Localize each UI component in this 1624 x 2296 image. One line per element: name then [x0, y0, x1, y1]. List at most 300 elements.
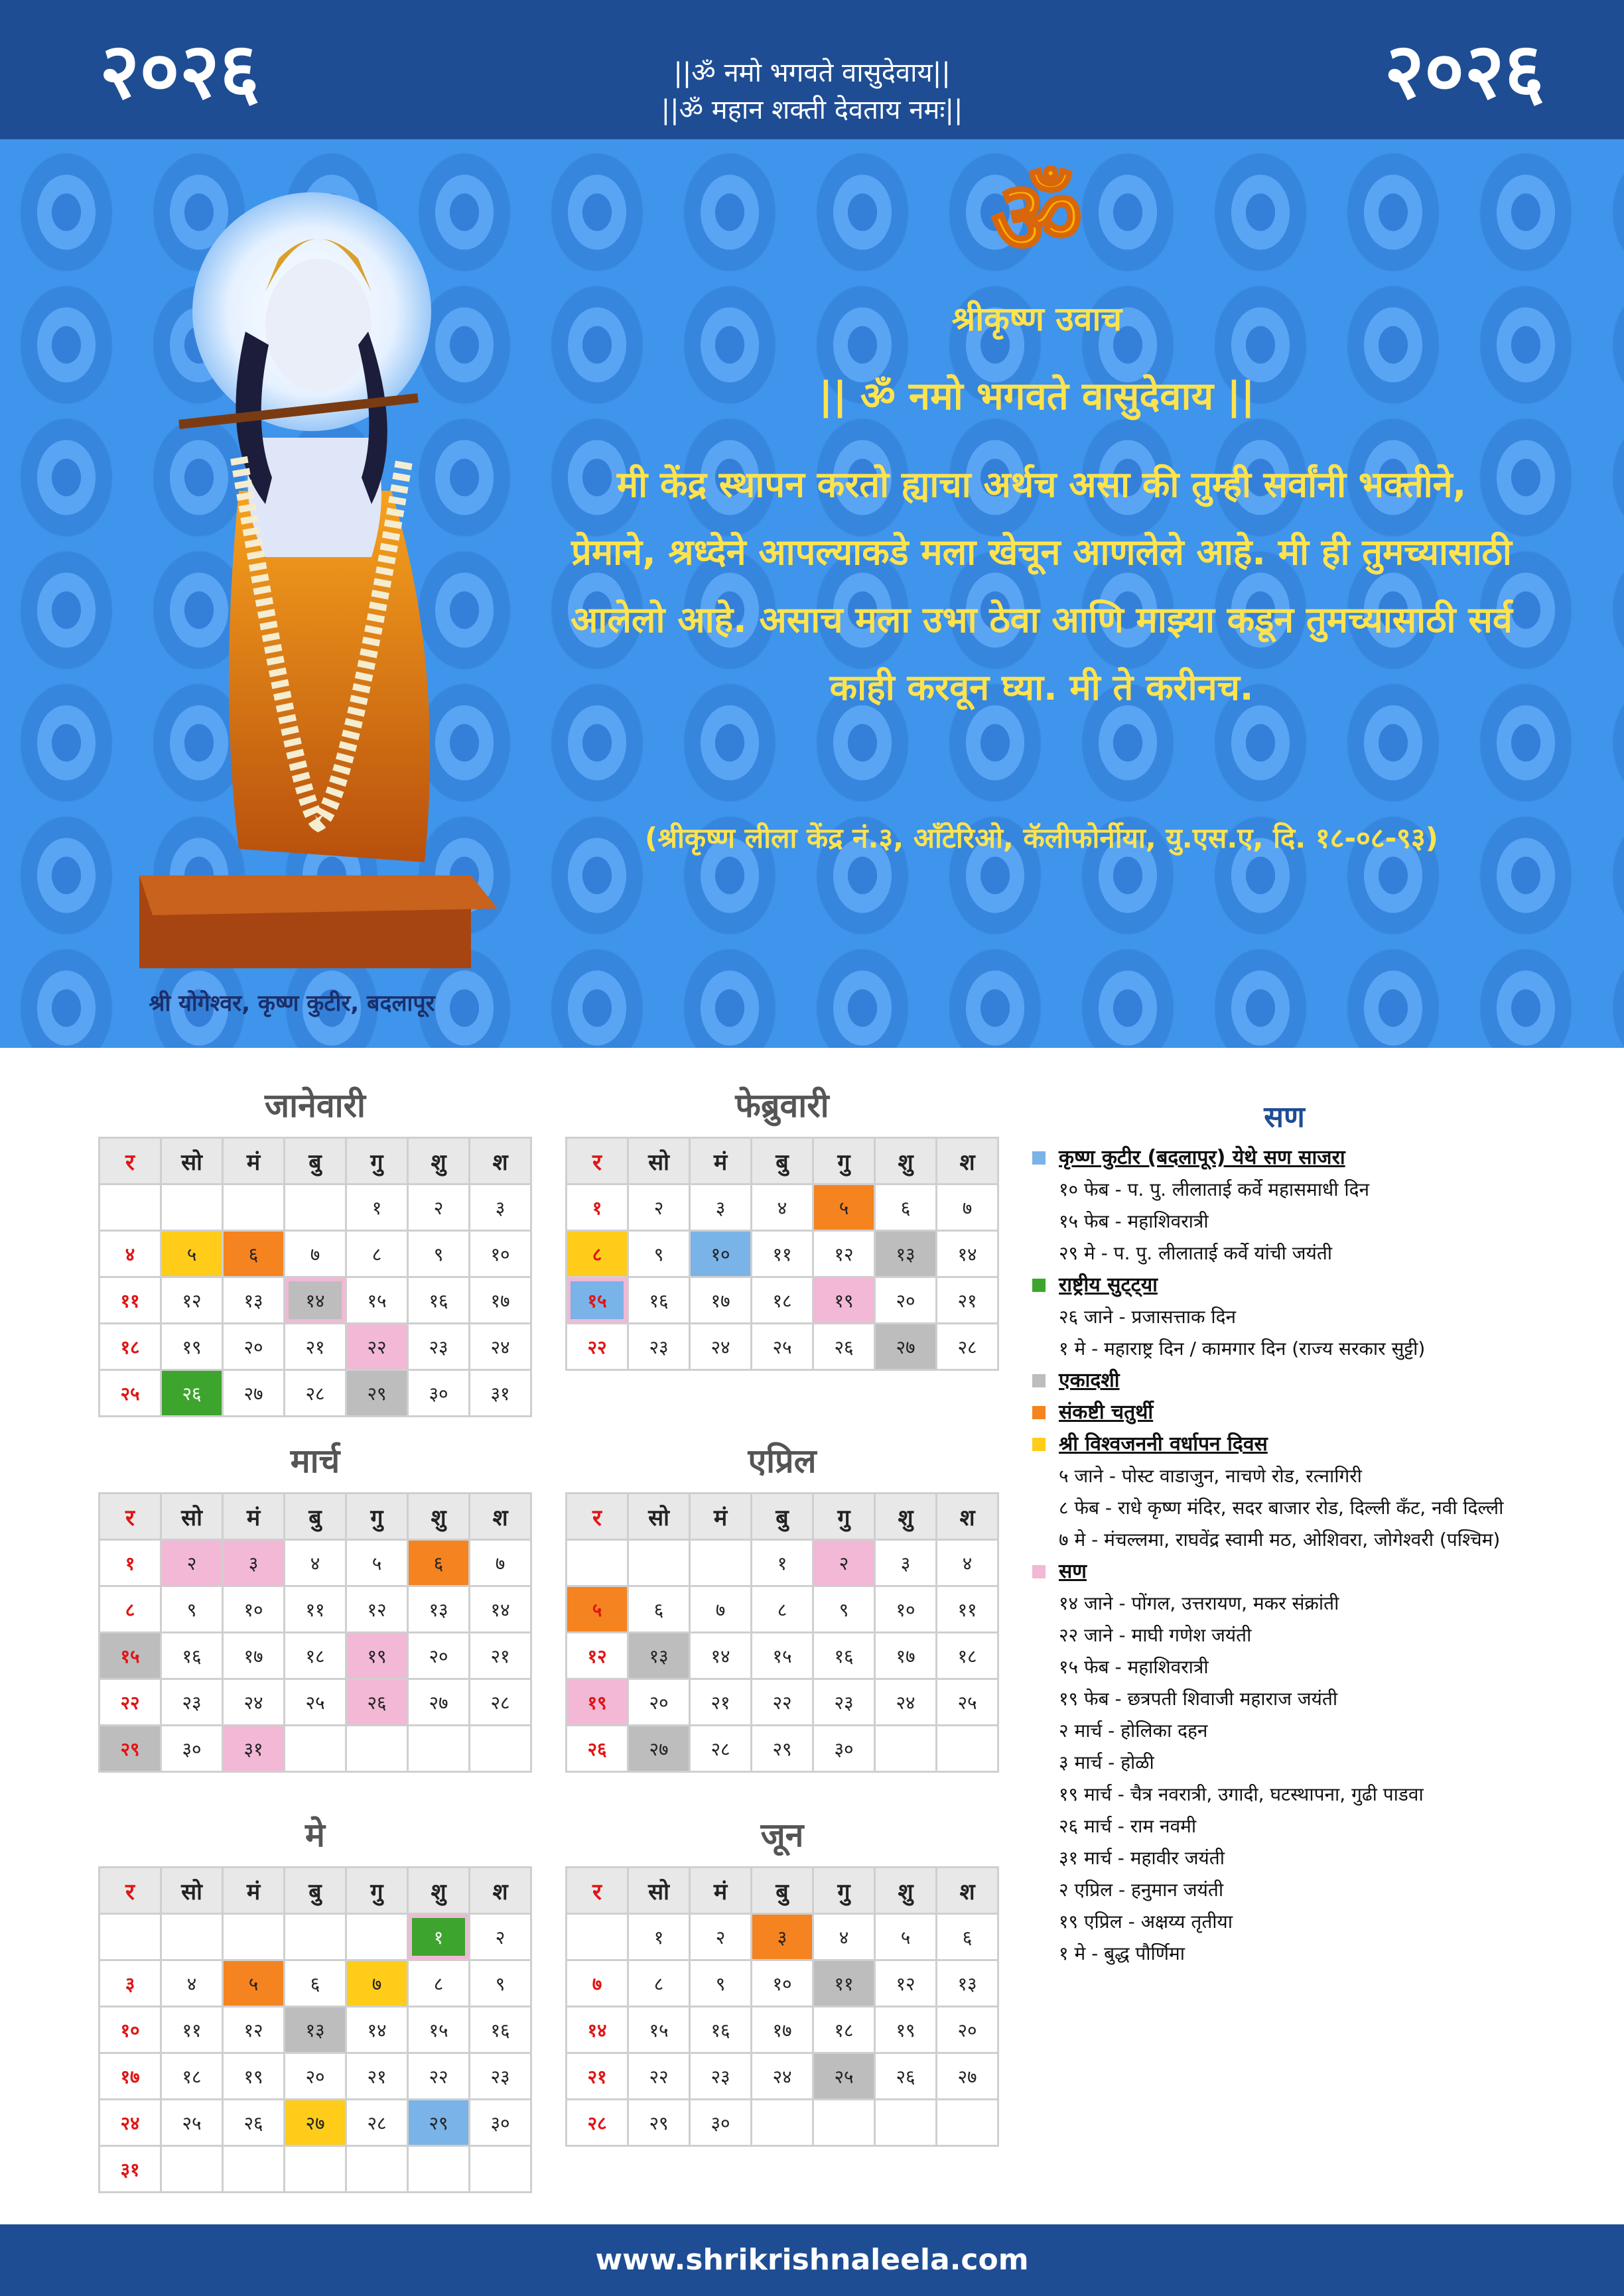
calendar-empty-cell	[347, 1915, 409, 1961]
calendar-day: १२	[814, 1232, 876, 1278]
calendar-day: २४	[224, 1680, 285, 1726]
calendar-day: १०	[752, 1961, 814, 2008]
calendar-day: ६	[285, 1961, 347, 2008]
calendar-day: २१	[470, 1633, 532, 1680]
calendar-empty-cell	[567, 1541, 629, 1587]
banner	[0, 139, 1624, 1048]
festival-item: १५ फेब - महाशिवरात्री	[1059, 1210, 1209, 1232]
calendar-day: २७	[224, 1371, 285, 1417]
calendar-day: १०	[224, 1587, 285, 1633]
calendar-day: १५	[629, 2008, 691, 2054]
festival-category	[1032, 1142, 1550, 1174]
calendar-day: १९	[814, 1278, 876, 1324]
calendar-day: १३	[285, 2008, 347, 2054]
calendar-empty-cell	[224, 2147, 285, 2193]
calendar-day: ३०	[162, 1726, 224, 1773]
weekday-header: र	[100, 1868, 162, 1915]
calendar-day: ३	[876, 1541, 937, 1587]
year-left: २०२६	[100, 27, 260, 116]
festival-item: २६ जाने - प्रजासत्ताक दिन	[1059, 1306, 1237, 1328]
festival-item: १० फेब - प. पु. लीलाताई कर्वे महासमाधी दिन	[1059, 1179, 1370, 1200]
festival-item: २ मार्च - होलिका दहन	[1059, 1720, 1208, 1742]
calendar-day: २०	[876, 1278, 937, 1324]
weekday-header: श	[470, 1494, 532, 1541]
weekday-header: गु	[347, 1494, 409, 1541]
calendar-day: १०	[470, 1232, 532, 1278]
weekday-header: शु	[409, 1494, 470, 1541]
weekday-header: सो	[629, 1494, 691, 1541]
festival-item: १ मे - बुद्ध पौर्णिमा	[1059, 1943, 1185, 1964]
photo-caption: श्री योगेश्वर, कृष्ण कुटीर, बदलापूर	[149, 990, 435, 1017]
calendar-day: २	[691, 1915, 752, 1961]
calendar-day: ८	[567, 1232, 629, 1278]
calendar-day: १९	[162, 1324, 224, 1371]
svg-text:ॐ: ॐ	[991, 160, 1083, 272]
calendar-empty-cell	[409, 2147, 470, 2193]
weekday-header: गु	[814, 1494, 876, 1541]
weekday-header: गु	[814, 1139, 876, 1185]
calendar-day: १६	[162, 1633, 224, 1680]
calendar-day: ७	[347, 1961, 409, 2008]
calendar-day: ८	[409, 1961, 470, 2008]
calendar-day: ११	[162, 2008, 224, 2054]
calendar-day: ७	[691, 1587, 752, 1633]
calendar-day: २९	[629, 2100, 691, 2147]
footer-bar	[0, 2224, 1624, 2296]
calendar-day: ११	[752, 1232, 814, 1278]
calendar-empty-cell	[347, 2147, 409, 2193]
calendar-day: ६	[876, 1185, 937, 1232]
weekday-header: श	[937, 1868, 999, 1915]
weekday-header: शु	[409, 1868, 470, 1915]
calendar-day: १३	[876, 1232, 937, 1278]
calendar-day: २४	[752, 2054, 814, 2100]
calendar-day: २५	[162, 2100, 224, 2147]
calendar-day: १५	[347, 1278, 409, 1324]
calendar-day: २	[470, 1915, 532, 1961]
calendar-day: २७	[629, 1726, 691, 1773]
calendar-empty-cell	[937, 1726, 999, 1773]
calendar-day: ८	[100, 1587, 162, 1633]
calendar-day: ८	[752, 1587, 814, 1633]
festival-category-label: कृष्ण कुटीर (बदलापूर) येथे सण साजरा	[1059, 1146, 1345, 1169]
calendar-empty-cell	[752, 2100, 814, 2147]
weekday-header: र	[567, 1868, 629, 1915]
calendar-day: ४	[814, 1915, 876, 1961]
calendar-day: २८	[347, 2100, 409, 2147]
om-symbol-icon	[981, 159, 1093, 272]
calendar-day: १८	[100, 1324, 162, 1371]
calendar-day: २३	[814, 1680, 876, 1726]
calendar-day: ८	[347, 1232, 409, 1278]
calendar-day: १६	[470, 2008, 532, 2054]
calendar-day: १३	[937, 1961, 999, 2008]
calendar-day: २३	[409, 1324, 470, 1371]
festival-item: १ मे - महाराष्ट्र दिन / कामगार दिन (राज्य सरकार सुट्टी)	[1059, 1338, 1426, 1360]
header-mantra-1: ||ॐ नमो भगवते वासुदेवाय||	[673, 58, 951, 88]
calendar-day: १६	[409, 1278, 470, 1324]
calendar-day: २५	[937, 1680, 999, 1726]
calendar-day: २५	[814, 2054, 876, 2100]
calendar-day: ११	[100, 1278, 162, 1324]
weekday-header: र	[567, 1494, 629, 1541]
festival-item: २ एप्रिल - हनुमान जयंती	[1059, 1879, 1224, 1901]
month-title: मार्च	[290, 1442, 340, 1480]
calendar-day: १७	[470, 1278, 532, 1324]
festival-item: १४ जाने - पोंगल, उत्तरायण, मकर संक्रांती	[1059, 1592, 1339, 1614]
calendar-day: १२	[224, 2008, 285, 2054]
calendar-empty-cell	[691, 1541, 752, 1587]
calendar-day: १५	[567, 1278, 629, 1324]
calendar-day: २४	[100, 2100, 162, 2147]
color-swatch	[1032, 1565, 1046, 1578]
calendar-day: ६	[409, 1541, 470, 1587]
calendar-empty-cell	[470, 2147, 532, 2193]
calendar-day: ६	[224, 1232, 285, 1278]
festival-item: ७ मे - मंचल्लमा, राघवेंद्र स्वामी मठ, ओशिवरा, जोगेश्वरी (पश्चिम)	[1059, 1529, 1501, 1551]
calendar-day: २	[629, 1185, 691, 1232]
calendar-day: ४	[162, 1961, 224, 2008]
calendar-day: १०	[100, 2008, 162, 2054]
calendar-day: १७	[876, 1633, 937, 1680]
calendar-day: २	[409, 1185, 470, 1232]
festival-item: १९ फेब - छत्रपती शिवाजी महाराज जयंती	[1059, 1688, 1338, 1710]
calendar-day: ७	[285, 1232, 347, 1278]
calendar-empty-cell	[876, 2100, 937, 2147]
weekday-header: मं	[691, 1139, 752, 1185]
calendar-day: ९	[162, 1587, 224, 1633]
weekday-header: बु	[285, 1868, 347, 1915]
festival-item: ८ फेब - राधे कृष्ण मंदिर, सदर बाजार रोड, दिल्ली कँट, नवी दिल्ली	[1059, 1497, 1504, 1519]
calendar-day: १८	[162, 2054, 224, 2100]
calendar-day: १४	[285, 1278, 347, 1324]
calendar-empty-cell	[285, 1185, 347, 1232]
calendar-day: ४	[100, 1232, 162, 1278]
calendar-empty-cell	[876, 1726, 937, 1773]
festival-legend-title: सण	[1264, 1100, 1305, 1134]
weekday-header: र	[100, 1494, 162, 1541]
calendar-day: २५	[285, 1680, 347, 1726]
calendar-day: २२	[567, 1324, 629, 1371]
quote-title: श्रीकृष्ण उवाच	[951, 300, 1122, 338]
month-title: मे	[305, 1816, 325, 1854]
calendar-day: २९	[100, 1726, 162, 1773]
festival-category-label: सण	[1059, 1560, 1087, 1583]
festival-item: १९ मार्च - चैत्र नवरात्री, उगादी, घटस्थापना, गुढी पाडवा	[1059, 1783, 1424, 1805]
calendar-day: १५	[409, 2008, 470, 2054]
weekday-header: श	[937, 1494, 999, 1541]
calendar-empty-cell	[814, 2100, 876, 2147]
calendar-day: १	[347, 1185, 409, 1232]
calendar-day: १८	[937, 1633, 999, 1680]
month-grid	[565, 1492, 999, 1773]
calendar-day: १३	[409, 1587, 470, 1633]
quote-text: मी केंद्र स्थापन करतो ह्याचा अर्थच असा की तुम्ही सर्वांनी भक्तीने, प्रेमाने, श्रध्देने आपल्याकडे मला खेचून आणलेले आहे. मी ही तुमच्यासाठी आलेलो आहे. असाच मला उभा ठेवा आणि माझ्या कडून तुमच्यासाठी सर्व काही करवून घ्या. मी ते करीनच.	[571, 464, 1513, 708]
weekday-header: सो	[629, 1868, 691, 1915]
weekday-header: मं	[691, 1868, 752, 1915]
weekday-header: मं	[224, 1139, 285, 1185]
calendar-day: १	[629, 1915, 691, 1961]
calendar-day: ३	[224, 1541, 285, 1587]
calendar-day: २९	[409, 2100, 470, 2147]
weekday-header: श	[937, 1139, 999, 1185]
calendar-empty-cell	[100, 1915, 162, 1961]
calendar-day: १५	[752, 1633, 814, 1680]
calendar-day: २७	[285, 2100, 347, 2147]
calendar-day: ५	[162, 1232, 224, 1278]
festival-item: ५ जाने - पोस्ट वाडाजुन, नाचणे रोड, रत्नागिरी	[1059, 1465, 1362, 1487]
calendar-day: २७	[409, 1680, 470, 1726]
calendar-day: ११	[814, 1961, 876, 2008]
weekday-header: शु	[876, 1494, 937, 1541]
weekday-header: गु	[814, 1868, 876, 1915]
calendar-day: २६	[347, 1680, 409, 1726]
calendar-day: ५	[224, 1961, 285, 2008]
calendar-day: ११	[285, 1587, 347, 1633]
month-title: एप्रिल	[748, 1442, 817, 1480]
festival-category	[1032, 1397, 1550, 1429]
calendar-day: २५	[752, 1324, 814, 1371]
calendar-empty-cell	[224, 1185, 285, 1232]
month-grid	[98, 1492, 532, 1773]
calendar-day: २३	[629, 1324, 691, 1371]
calendar-day: ७	[470, 1541, 532, 1587]
calendar-day: १४	[347, 2008, 409, 2054]
calendar-day: ५	[347, 1541, 409, 1587]
calendar-day: २०	[285, 2054, 347, 2100]
calendar-day: २०	[409, 1633, 470, 1680]
month-title: जानेवारी	[265, 1086, 366, 1125]
festival-item: २९ मे - प. पु. लीलाताई कर्वे यांची जयंती	[1059, 1242, 1333, 1264]
calendar-day: २८	[567, 2100, 629, 2147]
krishna-idol-photo	[139, 159, 498, 975]
color-swatch	[1032, 1406, 1046, 1419]
calendar-day: ४	[285, 1541, 347, 1587]
weekday-header: र	[100, 1139, 162, 1185]
calendar-day: १०	[691, 1232, 752, 1278]
calendar-empty-cell	[937, 2100, 999, 2147]
weekday-header: बु	[752, 1868, 814, 1915]
calendar-empty-cell	[285, 1726, 347, 1773]
weekday-header: सो	[162, 1494, 224, 1541]
calendar-day: १०	[876, 1587, 937, 1633]
weekday-header: शु	[876, 1868, 937, 1915]
calendar-day: १३	[224, 1278, 285, 1324]
calendar-day: २७	[876, 1324, 937, 1371]
calendar-day: १२	[347, 1587, 409, 1633]
calendar-day: १	[752, 1541, 814, 1587]
calendar-day: १४	[470, 1587, 532, 1633]
calendar-day: १	[100, 1541, 162, 1587]
month-grid	[98, 1137, 532, 1417]
calendar-day: १५	[100, 1633, 162, 1680]
calendar-day: १४	[567, 2008, 629, 2054]
festival-category	[1032, 1365, 1550, 1397]
weekday-header: सो	[162, 1139, 224, 1185]
header-mantra-2: ||ॐ महान शक्ती देवताय नमः||	[661, 95, 963, 125]
weekday-header: बु	[285, 1139, 347, 1185]
calendar-day: ६	[629, 1587, 691, 1633]
calendar-day: १७	[691, 1278, 752, 1324]
calendar-day: १८	[285, 1633, 347, 1680]
festival-item: ३ मार्च - होळी	[1059, 1752, 1154, 1773]
calendar-day: १	[567, 1185, 629, 1232]
calendar-day: ५	[876, 1915, 937, 1961]
calendar-day: १२	[567, 1633, 629, 1680]
calendar-day: २२	[100, 1680, 162, 1726]
festival-item: ३१ मार्च - महावीर जयंती	[1059, 1847, 1225, 1869]
weekday-header: श	[470, 1868, 532, 1915]
calendar-day: २२	[752, 1680, 814, 1726]
month-grid	[98, 1866, 532, 2193]
weekday-header: र	[567, 1139, 629, 1185]
calendar-day: १९	[876, 2008, 937, 2054]
calendar-empty-cell	[629, 1541, 691, 1587]
calendar-empty-cell	[162, 1185, 224, 1232]
website-link[interactable]: www.shrikrishnaleela.com	[595, 2243, 1029, 2277]
calendar-day: ४	[752, 1185, 814, 1232]
calendar-day: ३०	[691, 2100, 752, 2147]
festival-item: २६ मार्च - राम नवमी	[1059, 1815, 1197, 1837]
calendar-day: १६	[691, 2008, 752, 2054]
calendar-day: १२	[162, 1278, 224, 1324]
quote-mantra: || ॐ नमो भगवते वासुदेवाय ||	[819, 373, 1255, 418]
calendar-day: २८	[470, 1680, 532, 1726]
festival-category	[1032, 1429, 1550, 1460]
calendar-day: ३	[470, 1185, 532, 1232]
calendar-day: ८	[629, 1961, 691, 2008]
calendar-day: २	[814, 1541, 876, 1587]
calendar-day: २६	[876, 2054, 937, 2100]
calendar-day: १४	[691, 1633, 752, 1680]
calendar-day: २६	[224, 2100, 285, 2147]
calendar-day: ३०	[470, 2100, 532, 2147]
festival-legend	[1032, 1142, 1550, 1970]
weekday-header: गु	[347, 1868, 409, 1915]
month-grid	[565, 1137, 999, 1371]
calendar-day: १६	[814, 1633, 876, 1680]
calendar-empty-cell	[470, 1726, 532, 1773]
calendar-day: २२	[347, 1324, 409, 1371]
weekday-header: बु	[752, 1494, 814, 1541]
calendar-day: १	[409, 1915, 470, 1961]
calendar-day: १७	[752, 2008, 814, 2054]
quote-source: (श्रीकृष्ण लीला केंद्र नं.३, ऑंटेरिओ, कॅलीफोर्नीया, यु.एस.ए, दि. १८-०८-९३)	[645, 822, 1438, 854]
calendar-day: २१	[285, 1324, 347, 1371]
calendar-day: २६	[567, 1726, 629, 1773]
calendar-empty-cell	[285, 1915, 347, 1961]
festival-category	[1032, 1556, 1550, 1588]
weekday-header: सो	[162, 1868, 224, 1915]
calendar-day: ९	[691, 1961, 752, 2008]
calendar-day: २९	[347, 1371, 409, 1417]
calendar-day: १३	[629, 1633, 691, 1680]
color-swatch	[1032, 1279, 1046, 1292]
calendar-day: २२	[629, 2054, 691, 2100]
calendar-day: २६	[814, 1324, 876, 1371]
calendar-day: २०	[937, 2008, 999, 2054]
calendar-day: ९	[409, 1232, 470, 1278]
calendar-day: २४	[876, 1680, 937, 1726]
calendar-day: २९	[752, 1726, 814, 1773]
month-title: जून	[760, 1816, 804, 1854]
calendar-empty-cell	[285, 2147, 347, 2193]
calendar-empty-cell	[567, 1915, 629, 1961]
color-swatch	[1032, 1151, 1046, 1165]
calendar-day: ३१	[470, 1371, 532, 1417]
calendar-day: २३	[691, 2054, 752, 2100]
calendar-day: १९	[347, 1633, 409, 1680]
calendar-day: २४	[691, 1324, 752, 1371]
calendar-day: २	[162, 1541, 224, 1587]
weekday-header: मं	[691, 1494, 752, 1541]
calendar-day: १८	[752, 1278, 814, 1324]
calendar-day: ३	[752, 1915, 814, 1961]
calendar-day: २३	[470, 2054, 532, 2100]
calendar-empty-cell	[100, 1185, 162, 1232]
calendar-day: ७	[567, 1961, 629, 2008]
festival-item: १५ फेब - महाशिवरात्री	[1059, 1656, 1209, 1678]
year-right: २०२६	[1384, 27, 1544, 116]
header-bar	[0, 0, 1624, 139]
calendar-day: २१	[567, 2054, 629, 2100]
calendar-day: ९	[470, 1961, 532, 2008]
weekday-header: बु	[285, 1494, 347, 1541]
calendar-day: २८	[937, 1324, 999, 1371]
festival-category-label: राष्ट्रीय सुट्ट्या	[1059, 1273, 1158, 1297]
weekday-header: शु	[409, 1139, 470, 1185]
festival-category	[1032, 1269, 1550, 1301]
festival-item: २२ जाने - माघी गणेश जयंती	[1059, 1624, 1252, 1646]
calendar-day: २४	[470, 1324, 532, 1371]
color-swatch	[1032, 1374, 1046, 1387]
calendar-day: १९	[224, 2054, 285, 2100]
weekday-header: मं	[224, 1868, 285, 1915]
calendar-day: ४	[937, 1541, 999, 1587]
calendar-day: २२	[409, 2054, 470, 2100]
calendar-empty-cell	[409, 1726, 470, 1773]
calendar-day: १६	[629, 1278, 691, 1324]
calendar-day: २७	[937, 2054, 999, 2100]
calendar-day: २६	[162, 1371, 224, 1417]
calendar-day: ३१	[100, 2147, 162, 2193]
calendar-day: १९	[567, 1680, 629, 1726]
calendar-empty-cell	[162, 1915, 224, 1961]
calendar-day: २८	[285, 1371, 347, 1417]
calendar-day: २५	[100, 1371, 162, 1417]
calendar-day: ९	[814, 1587, 876, 1633]
calendar-day: २१	[937, 1278, 999, 1324]
calendar-day: १७	[100, 2054, 162, 2100]
calendar-day: ५	[567, 1587, 629, 1633]
calendar-day: १८	[814, 2008, 876, 2054]
calendar-day: २०	[629, 1680, 691, 1726]
calendar-day: ३	[100, 1961, 162, 2008]
festival-category-label: संकष्टी चतुर्थी	[1059, 1401, 1154, 1424]
calendar-day: २१	[347, 2054, 409, 2100]
calendar-day: ३	[691, 1185, 752, 1232]
calendar-empty-cell	[224, 1915, 285, 1961]
festival-category-label: एकादशी	[1059, 1369, 1120, 1392]
weekday-header: मं	[224, 1494, 285, 1541]
weekday-header: श	[470, 1139, 532, 1185]
calendar-day: २३	[162, 1680, 224, 1726]
month-grid	[565, 1866, 999, 2147]
festival-item: १९ एप्रिल - अक्षय्य तृतीया	[1059, 1911, 1233, 1933]
calendar-day: ९	[629, 1232, 691, 1278]
calendar-day: २०	[224, 1324, 285, 1371]
calendar-day: ५	[814, 1185, 876, 1232]
